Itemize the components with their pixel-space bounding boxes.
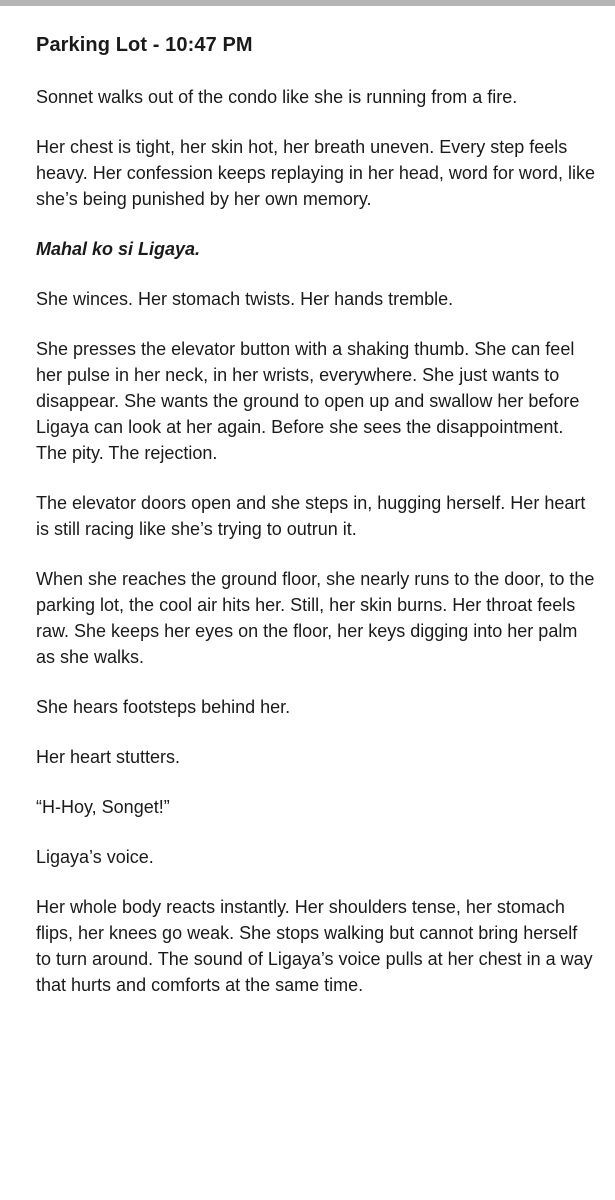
scene-heading: Parking Lot - 10:47 PM — [36, 34, 253, 56]
story-page — [36, 31, 596, 998]
paragraph-5: She presses the elevator button with a shaking thumb. She can feel her pulse in her neck, in her wrists, everywhere. She just wants to disappear. She wants the ground to open up and swallow her before Ligaya can look at her again. Before she sees the disappointment. The pity. The rejection. — [36, 339, 580, 463]
paragraph-8: She hears footsteps behind her. — [36, 697, 291, 717]
paragraph-2: Her chest is tight, her skin hot, her breath uneven. Every step feels heavy. Her confession keeps replaying in her head, word for word, like she’s being punished by her own memory. — [36, 137, 595, 209]
emphasized-line: Mahal ko si Ligaya. — [36, 239, 201, 259]
paragraph-7: When she reaches the ground floor, she nearly runs to the door, to the parking lot, the cool air hits her. Still, her skin burns. Her throat feels raw. She keeps her eyes on the floor, her keys digging into her palm as she walks. — [36, 569, 595, 667]
paragraph-6: The elevator doors open and she steps in, hugging herself. Her heart is still racing like she’s trying to outrun it. — [36, 493, 586, 539]
paragraph-12: Her whole body reacts instantly. Her shoulders tense, her stomach flips, her knees go weak. She stops walking but cannot bring herself to turn around. The sound of Ligaya’s voice pulls at her chest in a way that hurts and comforts at the same time. — [36, 897, 593, 995]
paragraph-11: Ligaya’s voice. — [36, 847, 154, 867]
paragraph-1: Sonnet walks out of the condo like she is running from a fire. — [36, 87, 518, 107]
top-divider — [0, 0, 615, 6]
dialogue-line: “H-Hoy, Songet!” — [36, 797, 170, 817]
paragraph-9: Her heart stutters. — [36, 747, 181, 767]
paragraph-4: She winces. Her stomach twists. Her hands tremble. — [36, 289, 454, 309]
